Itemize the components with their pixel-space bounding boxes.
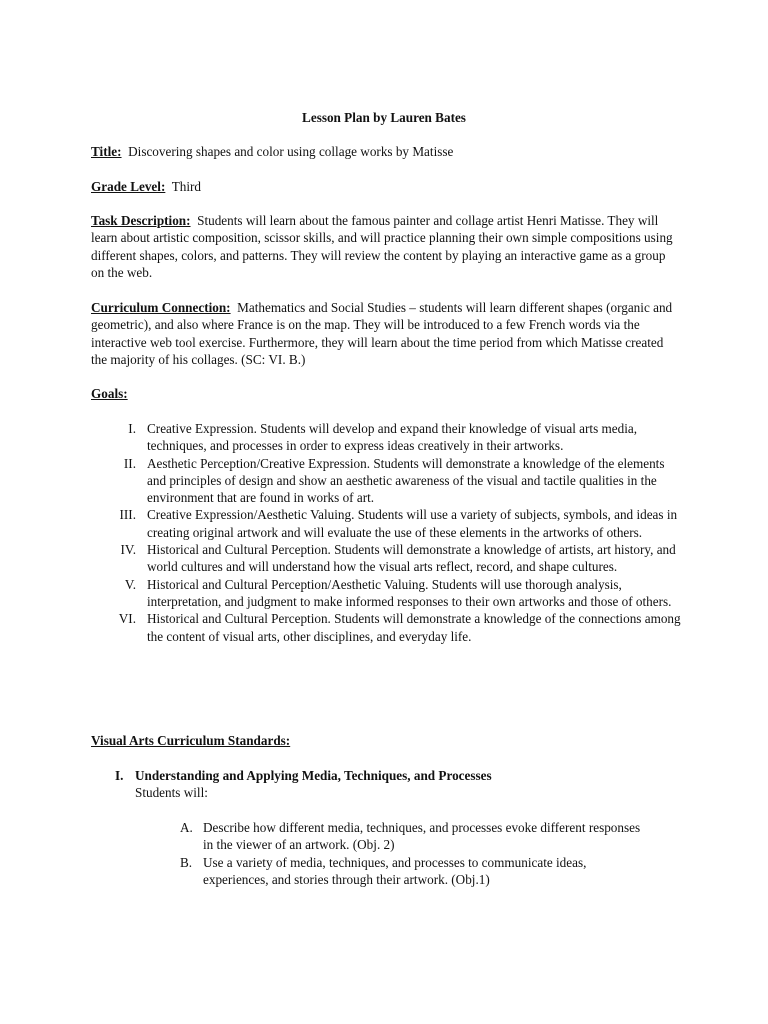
goals-list [91,420,681,645]
title-value: Discovering shapes and color using collage works by Matisse [128,144,454,159]
task-description-value: Students will learn about the famous painter and collage artist Henri Matisse. They will learn about artistic composition, scissor skills, and will practice planning their own simple compositions using different shapes, colors, and patterns. They will review the content by playing an interactive game as a group on the web. [91,213,673,280]
standards-intro: Students will: [135,785,208,801]
standard-text: Describe how different media, techniques, and processes evoke different responses in the viewer of an artwork. (Obj. 2) [203,820,641,853]
grade-level-label: Grade Level: [91,179,166,194]
title-field [91,143,681,160]
goal-item [91,455,681,507]
title-label: Title: [91,144,122,159]
goal-text: Historical and Cultural Perception/Aesthetic Valuing. Students will use thorough analysis, interpretation, and judgment to make informed responses to their own artworks and those of others. [147,576,672,609]
standard-text: Use a variety of media, techniques, and processes to communicate ideas, experiences, and stories through their artwork. (Obj.1) [203,854,587,887]
curriculum-connection-field [91,299,681,368]
curriculum-connection-value: Mathematics and Social Studies – students will learn different shapes (organic and geometric), and also where France is on the map. They will be introduced to a few French words via the interactive web tool exercise. Furthermore, they will learn about the time period from which Matisse created the majority of his collages. (SC: VI. B.) [91,300,673,367]
standard-item [180,819,650,854]
goal-text: Aesthetic Perception/Creative Expression. Students will demonstrate a knowledge of the elements and principles of design and show an aesthetic awareness of the visual and tactile qualities in the environment that are found in works of art. [147,455,665,506]
goal-item [91,576,681,611]
goal-item [91,420,681,455]
goal-item [91,541,681,576]
standards-section-title: Understanding and Applying Media, Techniques, and Processes [135,768,492,783]
goal-text: Creative Expression/Aesthetic Valuing. Students will use a variety of subjects, symbols, and ideas in creating original artwork and will evaluate the use of these elements in the artworks of others. [147,507,678,540]
standard-letter: B. [180,854,193,870]
goal-number: VI. [118,611,136,627]
goal-number: V. [124,576,136,592]
goal-item [91,610,681,645]
standards-section-title-row [115,767,685,784]
standards-items [180,819,650,888]
goals-heading-wrap [91,385,681,402]
goal-text: Historical and Cultural Perception. Students will demonstrate a knowledge of the connections among the content of visual arts, other disciplines, and everyday life. [147,611,681,644]
goals-heading: Goals: [91,386,128,401]
goal-number: I. [128,421,136,436]
grade-level-value: Third [171,179,202,194]
standard-item [180,854,650,889]
goal-text: Creative Expression. Students will develop and expand their knowledge of visual arts media, techniques, and processes in order to express ideas creatively in their artworks. [147,421,638,454]
goal-number: II. [123,455,136,471]
standards-section [115,767,685,802]
goal-text: Historical and Cultural Perception. Students will demonstrate a knowledge of artists, art history, and world cultures and will understand how the visual arts reflect, record, and shape cultures. [147,542,676,575]
grade-level-field [91,178,681,195]
goal-number: IV. [120,542,136,558]
standards-section-number: I. [115,768,124,783]
curriculum-connection-label: Curriculum Connection: [91,300,231,315]
task-description-field [91,212,681,281]
standard-letter: A. [180,820,193,835]
task-description-label: Task Description: [91,213,191,228]
document-title: Lesson Plan by Lauren Bates [302,110,466,125]
standards-heading: Visual Arts Curriculum Standards: [91,733,291,748]
goal-item [91,506,681,541]
goal-number: III. [119,507,136,523]
